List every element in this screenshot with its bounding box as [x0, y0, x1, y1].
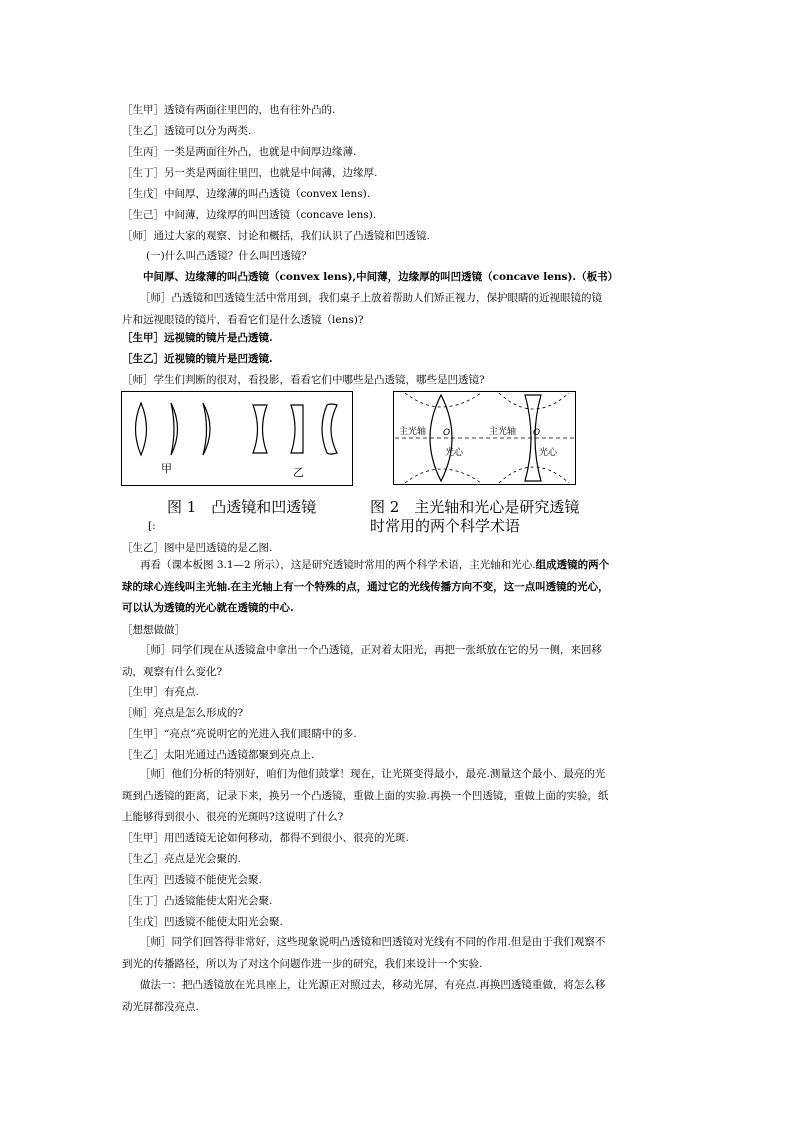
- dialogue-line: ［生戊］中间厚，边缘薄的叫凸透镜（convex lens).: [122, 188, 371, 200]
- paragraph-line: 可以认为透镜的光心就在透镜的中心.: [122, 602, 294, 614]
- figure-2-caption-line2: 时常用的两个科学术语: [370, 517, 521, 535]
- biconcave-lens-shape: [253, 405, 267, 453]
- principal-axis-label-2: 主光轴: [489, 427, 517, 437]
- dialogue-line: ［生乙］透镜可以分为两类.: [122, 125, 252, 137]
- optical-center-o-2: O: [533, 428, 541, 438]
- optical-center-label-2: 光心: [539, 448, 558, 458]
- activity-heading: ［想想做做］: [122, 624, 185, 636]
- dialogue-line: ［生乙］太阳光通过凸透镜都聚到亮点上.: [122, 749, 315, 761]
- method-paragraph: [122, 975, 678, 1018]
- paragraph-line: [122, 555, 678, 577]
- dialogue-line: ［师］亮点是怎么形成的?: [122, 707, 244, 719]
- dialogue-line: ［生甲］透镜有两面往里凹的，也有往外凸的.: [122, 104, 336, 116]
- dialogue-line: ［生甲］用凹透镜无论如何移动，都得不到很小、很亮的光斑.: [122, 832, 409, 844]
- paragraph-line: 到光的传播路径，所以为了对这个问题作进一步的研究，我们来设计一个实验.: [122, 957, 483, 970]
- paragraph-line: 动光屏都没亮点.: [122, 1000, 199, 1013]
- teacher-paragraph: [122, 288, 678, 331]
- plano-convex-lens-shape: [171, 403, 178, 455]
- figure-1-lenses: [121, 391, 353, 486]
- dialogue-line: ［生丙］凹透镜不能使光会聚.: [122, 874, 262, 886]
- figure-2-optical-axis: [393, 391, 576, 485]
- principal-axis-label-1: 主光轴: [399, 427, 427, 437]
- explanation-paragraph: [122, 555, 678, 620]
- paragraph-line: 上能够得到很小、很亮的光斑吗?这说明了什么?: [122, 811, 344, 823]
- paragraph-line: ［师］凸透镜和凹透镜生活中常用到，我们桌子上放着帮助人们矫正视力，保护眼睛的近视眼镜的镜: [140, 292, 602, 304]
- dialogue-line: ［生乙］图中是凹透镜的是乙图.: [122, 542, 273, 554]
- figure-1-caption: 图 1 凸透镜和凹透镜: [167, 498, 317, 516]
- dialogue-line: ［生丁］凸透镜能使太阳光会聚.: [122, 895, 273, 907]
- dialogue-line: ［生甲］有亮点.: [122, 686, 199, 698]
- teacher-paragraph: [122, 764, 678, 829]
- meniscus-concave-lens-shape: [322, 404, 337, 454]
- dialogue-line: ［生丁］另一类是两面往里凹，也就是中间薄，边缘厚.: [122, 167, 378, 179]
- label-jia: 甲: [161, 462, 172, 475]
- dialogue-line: ［生戊］凹透镜不能使太阳光会聚.: [122, 916, 283, 928]
- stray-mark: [:: [148, 520, 156, 532]
- dialogue-line: ［生乙］近视镜的镜片是凹透镜.: [122, 353, 273, 365]
- dialogue-line: ［师］学生们判断的很对，看投影，看看它们中哪些是凸透镜，哪些是凹透镜?: [122, 374, 485, 386]
- plano-concave-lens-shape: [291, 405, 303, 453]
- dialogue-line: ［生丙］一类是两面往外凸，也就是中间厚边缘薄.: [122, 146, 357, 158]
- meniscus-convex-lens-shape: [203, 403, 210, 455]
- label-yi: 乙: [293, 466, 304, 479]
- paragraph-line: 片和远视眼镜的镜片，看看它们是什么透镜（lens)?: [122, 313, 364, 326]
- teacher-paragraph: [122, 640, 678, 683]
- section-heading: (一)什么叫凸透镜？什么叫凹透镜？: [146, 250, 312, 262]
- paragraph-line: 动，观察有什么变化?: [122, 665, 223, 678]
- teacher-paragraph: [122, 932, 678, 975]
- dialogue-line: ［生己］中间薄，边缘厚的叫凹透镜（concave lens).: [122, 209, 377, 221]
- biconvex-lens-shape: [136, 403, 147, 455]
- paragraph-line: ［师］他们分析的特别好，咱们为他们鼓掌！现在，让光斑变得最小，最亮.测量这个最小、最亮的光: [140, 768, 606, 780]
- dialogue-line: ［师］通过大家的观察、讨论和概括，我们认识了凸透镜和凹透镜.: [122, 230, 430, 242]
- optical-center-label-1: 光心: [445, 448, 464, 458]
- paragraph-line: 球的球心连线叫主光轴.在主光轴上有一个特殊的点，通过它的光线传播方向不变，这一点叫透镜的光心，: [122, 580, 609, 593]
- paragraph-line: ［师］同学们回答得非常好，这些现象说明凸透镜和凹透镜对光线有不同的作用.但是由于我们观察不: [140, 936, 606, 948]
- optical-center-o-1: O: [443, 428, 451, 438]
- dialogue-line: ［生甲］“亮点”亮说明它的光进入我们眼睛中的多.: [122, 728, 357, 740]
- paragraph-line: ［师］同学们现在从透镜盒中拿出一个凸透镜，正对着太阳光，再把一张纸放在它的另一侧，来回移: [140, 644, 602, 656]
- paragraph-line: 做法一：把凸透镜放在光具座上，让光源正对照过去，移动光屏，有亮点.再换凹透镜重做，将怎么移: [140, 979, 606, 991]
- figure-2-caption-line1: 图 2 主光轴和光心是研究透镜: [370, 498, 580, 516]
- dialogue-line: ［生甲］远视镜的镜片是凸透镜.: [122, 332, 273, 344]
- definition-board-note: 中间厚、边缘薄的叫凸透镜（convex lens),中间薄，边缘厚的叫凹透镜（concave lens).（板书）: [143, 271, 619, 283]
- paragraph-bold-text: 组成透镜的两个: [535, 559, 610, 571]
- dialogue-line: ［生乙］亮点是光会聚的.: [122, 853, 241, 865]
- paragraph-line: 斑到凸透镜的距离，记录下来，换另一个凸透镜，重做上面的实验.再换一个凹透镜，重做上面的实验，纸: [122, 789, 609, 802]
- paragraph-text: 再看（课本板图 3.1—2 所示），这是研究透镜时常用的两个科学术语，主光轴和光心.: [140, 559, 536, 571]
